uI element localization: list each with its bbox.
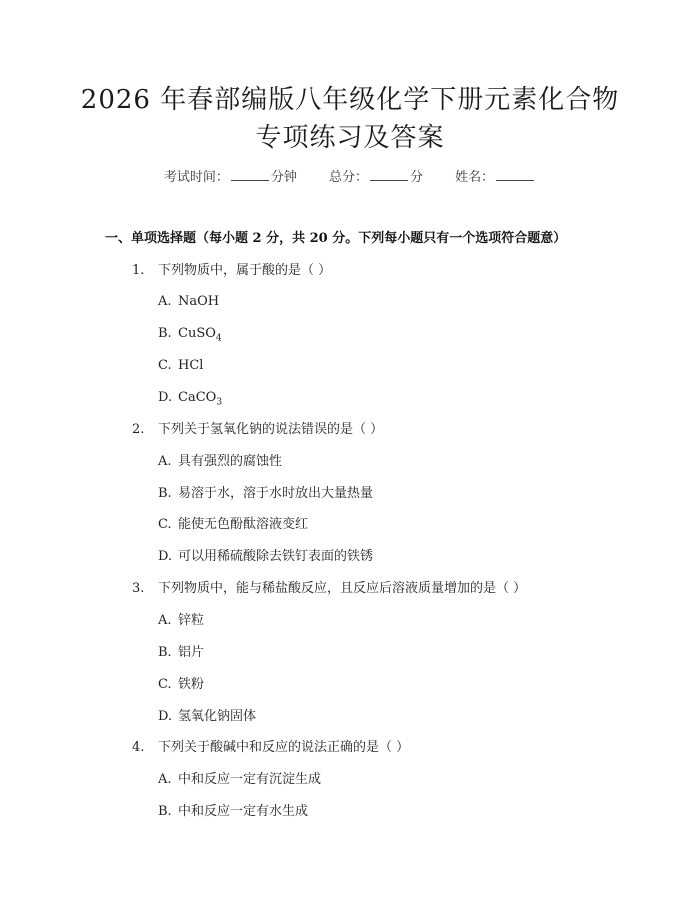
- document-title-line-1: 2026 年春部编版八年级化学下册元素化合物: [80, 85, 620, 115]
- option-text: 具有强烈的腐蚀性: [178, 454, 283, 469]
- option-text: 氢氧化钠固体: [178, 709, 257, 724]
- option-letter: B.: [158, 486, 172, 501]
- option-3a: [158, 611, 204, 631]
- question-number: 1.: [132, 263, 145, 278]
- question-number: 4.: [132, 740, 145, 755]
- question-1: [132, 261, 331, 281]
- total-score-label: 总分：: [328, 170, 368, 185]
- option-letter: B.: [158, 645, 172, 660]
- name-blank: [496, 168, 534, 181]
- option-text: 易溶于水，溶于水时放出大量热量: [178, 486, 374, 501]
- option-letter: D.: [158, 390, 173, 405]
- question-number: 2.: [132, 422, 145, 437]
- exam-time-blank: [231, 168, 269, 181]
- name-field: [455, 170, 536, 185]
- option-letter: C.: [158, 358, 172, 373]
- total-score-unit: 分: [410, 170, 424, 185]
- exam-time-field: [164, 170, 297, 185]
- option-text: 能使无色酚酞溶液变红: [178, 517, 309, 532]
- option-letter: C.: [158, 677, 172, 692]
- option-text: 铝片: [178, 645, 205, 660]
- option-subscript: 4: [215, 333, 222, 344]
- option-text: CaCO: [178, 390, 217, 405]
- document-title-line-2: 专项练习及答案: [255, 123, 445, 153]
- option-text: 可以用稀硫酸除去铁钉表面的铁锈: [178, 549, 374, 564]
- option-2b: [158, 484, 373, 504]
- option-letter: A.: [158, 454, 172, 469]
- option-letter: D.: [158, 549, 173, 564]
- option-2a: [158, 452, 282, 472]
- option-text: 中和反应一定有水生成: [178, 804, 309, 819]
- question-2: [132, 420, 383, 440]
- option-1b: [158, 324, 222, 349]
- option-letter: A.: [158, 613, 172, 628]
- option-letter: C.: [158, 517, 172, 532]
- option-4a: [158, 770, 321, 790]
- option-text: 锌粒: [178, 613, 205, 628]
- exam-time-label: 考试时间：: [163, 170, 229, 185]
- option-text: CuSO: [178, 326, 216, 341]
- option-2d: [158, 547, 373, 567]
- name-label: 姓名：: [455, 170, 495, 185]
- option-letter: D.: [158, 709, 173, 724]
- total-score-field: [329, 170, 423, 185]
- option-3d: [158, 707, 256, 727]
- question-number: 3.: [132, 581, 145, 596]
- question-3: [132, 579, 526, 599]
- option-text: 中和反应一定有沉淀生成: [178, 772, 322, 787]
- section-heading: 一、单项选择题（每小题 2 分，共 20 分。下列每小题只有一个选项符合题意）: [105, 231, 567, 246]
- option-text: 铁粉: [178, 677, 205, 692]
- exam-time-unit: 分钟: [270, 170, 297, 185]
- exam-meta: [0, 168, 700, 188]
- option-letter: A.: [158, 294, 172, 309]
- total-score-blank: [370, 168, 408, 181]
- option-text: NaOH: [178, 294, 220, 309]
- question-stem: 下列物质中，能与稀盐酸反应，且反应后溶液质量增加的是（ ）: [158, 581, 527, 596]
- option-subscript: 3: [216, 397, 223, 408]
- option-text: HCl: [178, 358, 204, 373]
- option-2c: [158, 515, 308, 535]
- question-stem: 下列关于氢氧化钠的说法错误的是（ ）: [158, 422, 384, 437]
- option-4b: [158, 802, 308, 822]
- question-stem: 下列关于酸碱中和反应的说法正确的是（ ）: [158, 740, 410, 755]
- option-letter: B.: [158, 326, 172, 341]
- question-stem: 下列物质中，属于酸的是（ ）: [158, 263, 332, 278]
- option-1d: [158, 388, 222, 413]
- option-letter: B.: [158, 804, 172, 819]
- option-1a: [158, 292, 219, 312]
- option-3b: [158, 643, 204, 663]
- option-3c: [158, 675, 204, 695]
- option-letter: A.: [158, 772, 172, 787]
- question-4: [132, 738, 409, 758]
- option-1c: [158, 356, 203, 376]
